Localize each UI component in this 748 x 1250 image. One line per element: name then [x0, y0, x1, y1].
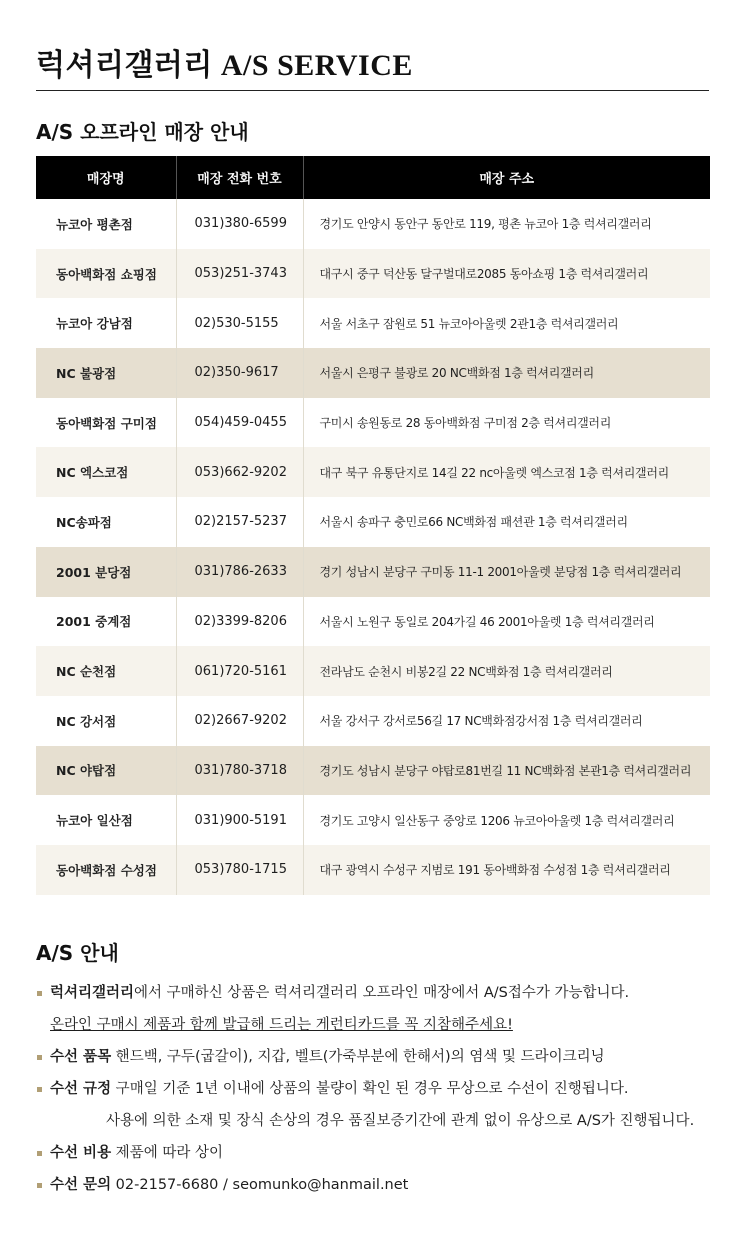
store-phone-cell: 053)251-3743 [176, 249, 303, 299]
store-name-cell: NC 엑스코점 [36, 447, 176, 497]
store-address-cell: 대구 광역시 수성구 지범로 191 동아백화점 수성점 1층 럭셔리갤러리 [303, 845, 710, 895]
store-phone-cell: 053)780-1715 [176, 845, 303, 895]
guarantee-card-notice: 온라인 구매시 제품과 함께 발급해 드리는 게런티카드를 꼭 지참해주세요! [50, 1017, 513, 1033]
store-address-cell: 경기 성남시 분당구 구미동 11-1 2001아울렛 분당점 1층 럭셔리갤러리 [303, 547, 710, 597]
table-row [36, 597, 710, 647]
store-address-cell: 대구 북구 유통단지로 14길 22 nc아울렛 엑스코점 1층 럭셔리갤러리 [303, 447, 710, 497]
store-name-cell: 뉴코아 평촌점 [36, 199, 176, 249]
repair-rules-text: 구매일 기준 1년 이내에 상품의 불량이 확인 된 경우 무상으로 수선이 진행됩니다. [111, 1081, 629, 1097]
store-address-cell: 서울시 송파구 충민로66 NC백화점 패션관 1층 럭셔리갤러리 [303, 497, 710, 547]
info-heading: A/S 안내 [36, 941, 119, 965]
table-row [36, 398, 710, 448]
column-header-address: 매장 주소 [303, 156, 710, 199]
store-name-cell: 동아백화점 쇼핑점 [36, 249, 176, 299]
store-phone-cell: 061)720-5161 [176, 646, 303, 696]
store-address-cell: 서울시 노원구 동일로 204가길 46 2001아울렛 1층 럭셔리갤러리 [303, 597, 710, 647]
repair-cost-label: 수선 비용 [50, 1145, 112, 1161]
store-phone-cell: 02)3399-8206 [176, 597, 303, 647]
repair-contact-label: 수선 문의 [50, 1177, 112, 1193]
store-name-cell: NC송파점 [36, 497, 176, 547]
info-line-guarantee [36, 1012, 726, 1044]
info-line-rules-2 [36, 1108, 726, 1140]
table-row [36, 746, 710, 796]
store-address-cell: 경기도 안양시 동안구 동안로 119, 평촌 뉴코아 1층 럭셔리갤러리 [303, 199, 710, 249]
store-name-cell: 2001 중계점 [36, 597, 176, 647]
store-name-cell: NC 불광점 [36, 348, 176, 398]
table-row [36, 447, 710, 497]
table-row [36, 249, 710, 299]
store-name-cell: NC 순천점 [36, 646, 176, 696]
repair-items-text: 핸드백, 구두(굽갈이), 지갑, 벨트(가죽부분에 한해서)의 염색 및 드라이크리닝 [111, 1049, 605, 1065]
table-row [36, 497, 710, 547]
store-phone-cell: 02)2667-9202 [176, 696, 303, 746]
bullet-icon [37, 1055, 42, 1060]
purchase-info-text: 에서 구매하신 상품은 럭셔리갤러리 오프라인 매장에서 A/S접수가 가능합니다. [134, 985, 630, 1001]
column-header-phone: 매장 전화 번호 [176, 156, 303, 199]
store-address-cell: 경기도 고양시 일산동구 중앙로 1206 뉴코아아울렛 1층 럭셔리갤러리 [303, 795, 710, 845]
store-name-cell: NC 야탑점 [36, 746, 176, 796]
info-line-purchase [36, 980, 726, 1012]
info-line-rules [36, 1076, 726, 1108]
store-address-cell: 서울 서초구 잠원로 51 뉴코아아울렛 2관1층 럭셔리갤러리 [303, 298, 710, 348]
store-name-cell: 뉴코아 강남점 [36, 298, 176, 348]
as-info-list [36, 980, 726, 1204]
info-line-contact [36, 1172, 726, 1204]
bullet-icon [37, 991, 42, 996]
store-name-cell: 동아백화점 구미점 [36, 398, 176, 448]
repair-contact-text: 02-2157-6680 / seomunko@hanmail.net [111, 1177, 409, 1193]
store-name-cell: 2001 분당점 [36, 547, 176, 597]
store-name-cell: NC 강서점 [36, 696, 176, 746]
table-row [36, 646, 710, 696]
table-row [36, 795, 710, 845]
repair-rules-text-2: 사용에 의한 소재 및 장식 손상의 경우 품질보증기간에 관계 없이 유상으로 A/S가 진행됩니다. [106, 1113, 695, 1129]
info-line-items [36, 1044, 726, 1076]
table-row [36, 348, 710, 398]
table-row [36, 845, 710, 895]
store-phone-cell: 02)350-9617 [176, 348, 303, 398]
store-table [36, 156, 710, 895]
info-line-cost [36, 1140, 726, 1172]
store-phone-cell: 054)459-0455 [176, 398, 303, 448]
store-phone-cell: 031)900-5191 [176, 795, 303, 845]
store-name-cell: 동아백화점 수성점 [36, 845, 176, 895]
store-phone-cell: 031)786-2633 [176, 547, 303, 597]
bullet-icon [37, 1087, 42, 1092]
table-row [36, 298, 710, 348]
store-phone-cell: 02)2157-5237 [176, 497, 303, 547]
bullet-icon [37, 1183, 42, 1188]
title-divider [36, 90, 709, 91]
store-address-cell: 대구시 중구 덕산동 달구벌대로2085 동아쇼핑 1층 럭셔리갤러리 [303, 249, 710, 299]
bullet-icon [37, 1151, 42, 1156]
store-address-cell: 전라남도 순천시 비봉2길 22 NC백화점 1층 럭셔리갤러리 [303, 646, 710, 696]
column-header-store-name: 매장명 [36, 156, 176, 199]
page-title: 럭셔리갤러리 A/S SERVICE [36, 49, 413, 82]
repair-cost-text: 제품에 따라 상이 [111, 1145, 223, 1161]
store-phone-cell: 02)530-5155 [176, 298, 303, 348]
table-header-row [36, 156, 710, 199]
table-row [36, 547, 710, 597]
store-address-cell: 경기도 성남시 분당구 야탑로81번길 11 NC백화점 본관1층 럭셔리갤러리 [303, 746, 710, 796]
store-phone-cell: 031)780-3718 [176, 746, 303, 796]
repair-items-label: 수선 품목 [50, 1049, 112, 1065]
repair-rules-label: 수선 규정 [50, 1081, 112, 1097]
table-row [36, 199, 710, 249]
stores-heading: A/S 오프라인 매장 안내 [36, 120, 249, 144]
store-address-cell: 서울시 은평구 불광로 20 NC백화점 1층 럭셔리갤러리 [303, 348, 710, 398]
store-address-cell: 서울 강서구 강서로56길 17 NC백화점강서점 1층 럭셔리갤러리 [303, 696, 710, 746]
store-phone-cell: 053)662-9202 [176, 447, 303, 497]
store-phone-cell: 031)380-6599 [176, 199, 303, 249]
brand-name: 럭셔리갤러리 [50, 985, 135, 1001]
store-name-cell: 뉴코아 일산점 [36, 795, 176, 845]
store-address-cell: 구미시 송원동로 28 동아백화점 구미점 2층 럭셔리갤러리 [303, 398, 710, 448]
table-row [36, 696, 710, 746]
